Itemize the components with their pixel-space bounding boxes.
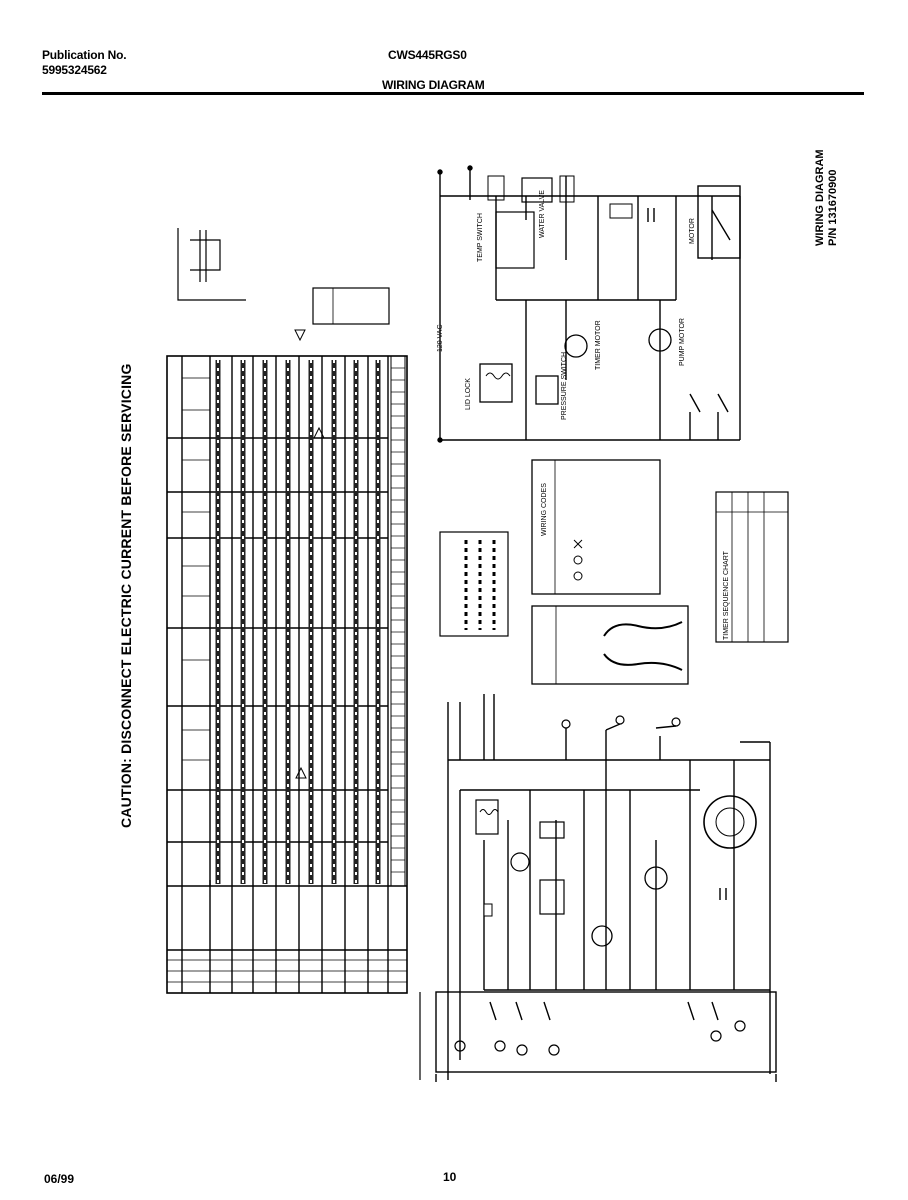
timer-motor-label: TIMER MOTOR <box>595 320 602 370</box>
timer-chart-title: TIMER SEQUENCE CHART <box>723 551 730 640</box>
connector-detail <box>532 606 688 684</box>
spray-detail <box>178 228 246 300</box>
ladder-schematic <box>438 166 740 442</box>
pressure-switch-label: PRESSURE SWITCH <box>561 351 568 420</box>
caution-text: CAUTION: DISCONNECT ELECTRIC CURRENT BEFORE SERVICING <box>118 363 134 828</box>
voltage-label: 120 VAC <box>437 324 444 352</box>
timer-sequence-chart <box>167 330 407 993</box>
diagram-label-line2: P/N 131670900 <box>827 169 839 246</box>
temp-switch-label: TEMP SWITCH <box>477 213 484 262</box>
publication-label: Publication No. <box>42 48 127 62</box>
model-number: CWS445RGS0 <box>388 48 467 62</box>
motor-label: MOTOR <box>689 218 696 244</box>
key-table <box>313 288 389 324</box>
wiring-codes-label: WIRING CODES <box>541 483 548 536</box>
pictorial-schematic <box>436 694 776 1082</box>
lid-lock-label: LID LOCK <box>465 378 472 410</box>
footer-date: 06/99 <box>44 1172 75 1186</box>
publication-number: 5995324562 <box>42 63 107 77</box>
diagram-label-line1: WIRING DIAGRAM <box>814 149 826 246</box>
footer-page: 10 <box>443 1170 457 1184</box>
terminal-block <box>440 532 508 636</box>
wiring-codes-legend <box>532 460 660 594</box>
water-valve-label: WATER VALVE <box>539 190 546 238</box>
page-title: WIRING DIAGRAM <box>382 78 485 92</box>
pump-motor-label: PUMP MOTOR <box>679 318 686 366</box>
